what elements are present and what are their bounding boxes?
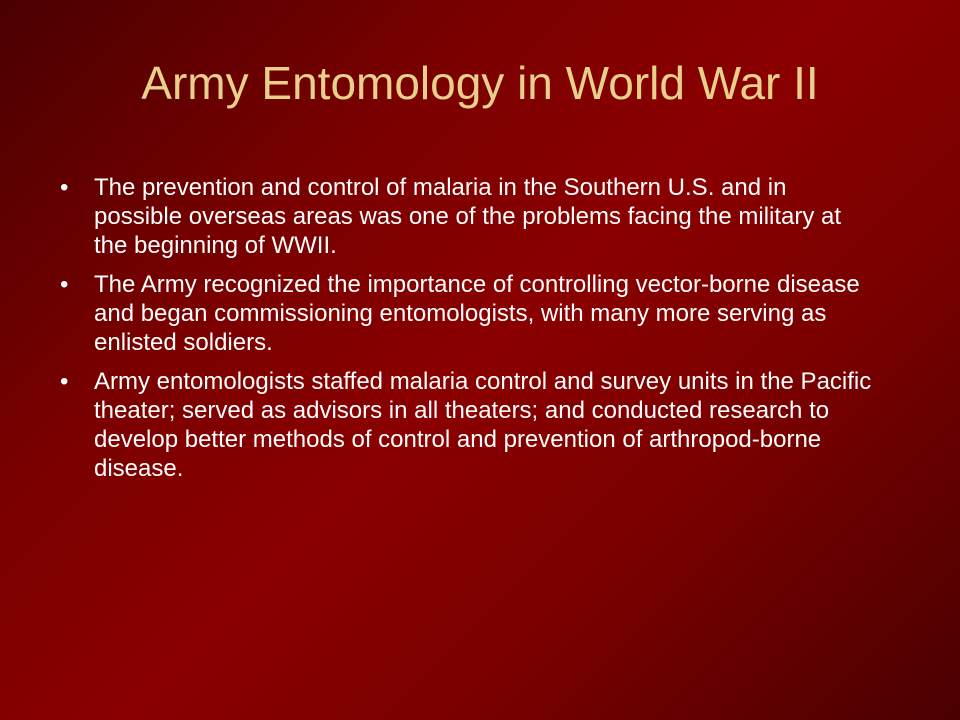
bullet-icon: • [60,174,69,201]
bullet-icon: • [60,368,69,395]
slide-title: Army Entomology in World War II [141,57,819,109]
bullet-text: The Army recognized the importance of controlling vector-borne disease and began commissioning entomologists, with many more serving as enlisted soldiers. [94,271,860,356]
bullet-text: Army entomologists staffed malaria control and survey units in the Pacific theater; served as advisors in all theaters; and conducted research to develop better methods of control and prevention of arthropod-borne disease. [94,368,872,482]
bullet-list [60,173,880,493]
bullet-icon: • [60,271,69,298]
bullet-item-3 [60,367,880,483]
bullet-item-1 [60,173,880,260]
bullet-text: The prevention and control of malaria in the Southern U.S. and in possible overseas areas was one of the problems facing the military at the beginning of WWII. [94,174,842,259]
bullet-item-2 [60,270,880,357]
